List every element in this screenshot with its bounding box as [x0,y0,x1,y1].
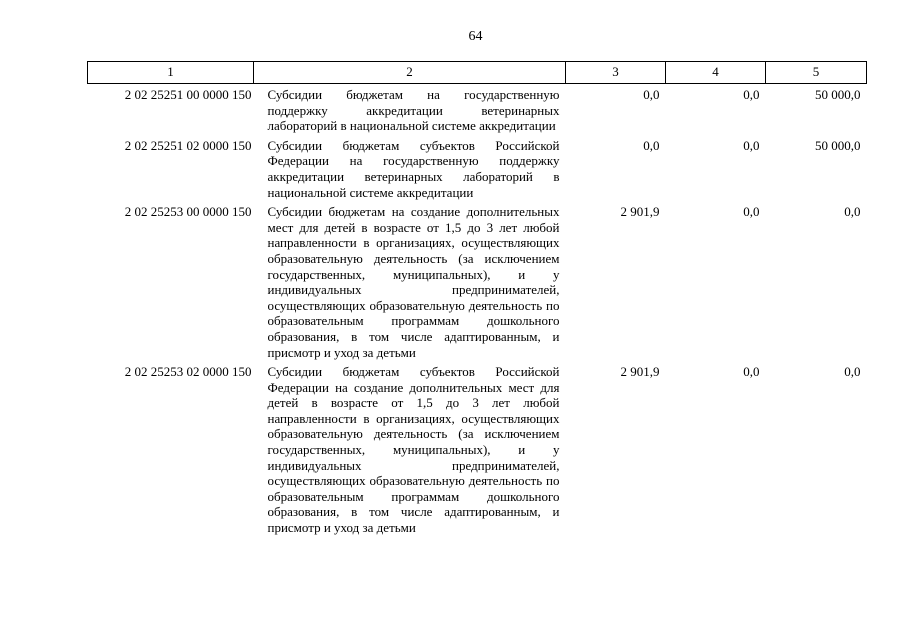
income-code: 2 02 25251 00 0000 150 [124,87,252,102]
header-row [88,62,867,84]
table-header [88,62,867,84]
column-header-3: 3 [566,62,666,84]
income-code: 2 02 25253 00 0000 150 [124,204,252,220]
budget-table [87,61,867,537]
amount-col3: 0,0 [643,137,660,153]
amount-col5: 50 000,0 [815,137,861,153]
amount-col4: 0,0 [743,137,760,153]
income-name: Субсидии бюджетам на создание дополнительных мест для детей в возрасте от 1,5 до 3 лет любой направленности в организациях, осуществляющих образовательную деятельность (за исключением государственных, муниципальных), и у индивидуальных предпринимателей, осуществляющих образовательную деятельность по образовательным программам дошкольного образования, в том числе адаптированным, и присмотр и уход за детьми [267,204,560,360]
amount-col3: 2 901,9 [620,364,660,380]
income-code: 2 02 25251 02 0000 150 [124,137,252,153]
column-header-4: 4 [666,62,766,84]
table-row [88,84,867,135]
amount-col3: 2 901,9 [620,204,660,220]
amount-col5: 0,0 [844,364,861,380]
income-code: 2 02 25253 02 0000 150 [124,364,252,380]
column-header-5: 5 [766,62,867,84]
amount-col3: 0,0 [643,87,660,102]
amount-col4: 0,0 [743,364,760,380]
income-name: Субсидии бюджетам субъектов Российской Федерации на создание дополнительных мест для детей в возрасте от 1,5 до 3 лет любой направленности в организациях, осуществляющих образовательную деятельность (за исключением государственных, муниципальных), и у индивидуальных предпринимателей, осуществляющих образовательную деятельность по образовательным программам дошкольного образования, в том числе адаптированным, и присмотр и уход за детьми [267,364,560,536]
income-name: Субсидии бюджетам на государственную поддержку аккредитации ветеринарных лабораторий в национальной системе аккредитации [267,87,560,134]
amount-col4: 0,0 [743,87,760,102]
table-row [88,361,867,537]
table-row [88,201,867,361]
amount-col4: 0,0 [743,204,760,220]
page-number: 64 [468,29,483,44]
income-name: Субсидии бюджетам субъектов Российской Федерации на государственную поддержку аккредитации ветеринарных лабораторий в национальной системе аккредитации [267,137,560,200]
table-body [88,84,867,537]
column-header-2: 2 [254,62,566,84]
amount-col5: 0,0 [844,204,861,220]
amount-col5: 50 000,0 [815,87,861,102]
table-row [88,135,867,201]
column-header-1: 1 [88,62,254,84]
